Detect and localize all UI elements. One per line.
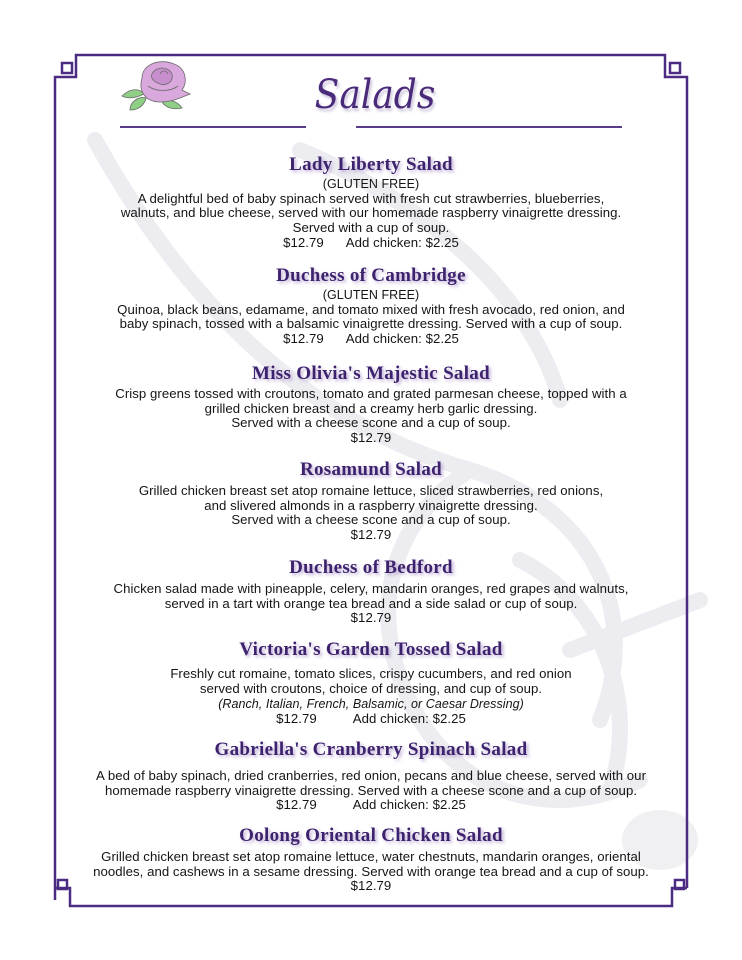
- item-description-line: and slivered almonds in a raspberry vinaigrette dressing.: [204, 497, 538, 513]
- item-price: $12.79: [283, 331, 324, 347]
- item-name: Oolong Oriental Chicken Salad: [239, 825, 503, 846]
- item-price: $12.79: [276, 711, 317, 727]
- item-name: Duchess of Cambridge: [276, 265, 466, 286]
- menu-item: [60, 154, 682, 251]
- item-name: Duchess of Bedford: [289, 557, 453, 578]
- item-description-line: homemade raspberry vinaigrette dressing. Served with a cheese scone and a cup of soup.: [104, 782, 638, 798]
- title-divider-left: [120, 126, 306, 128]
- menu-item: [60, 459, 682, 543]
- item-description-line: Crisp greens tossed with croutons, tomato and grated parmesan cheese, topped with a: [115, 386, 627, 401]
- item-description-line: Chicken salad made with pineapple, celery, mandarin oranges, red grapes and walnuts,: [113, 581, 629, 596]
- item-description-line: Served with a cheese scone and a cup of soup.: [231, 415, 511, 431]
- menu-item: [60, 739, 682, 813]
- menu-item: [60, 363, 682, 446]
- item-price-row: [60, 236, 682, 251]
- item-price-row: [60, 712, 682, 727]
- item-addon: Add chicken: $2.25: [345, 331, 459, 347]
- item-price: $12.79: [350, 610, 392, 626]
- item-description-line: grilled chicken breast and a creamy herb garlic dressing.: [204, 400, 538, 416]
- item-note: (GLUTEN FREE): [322, 177, 420, 191]
- title-divider-right: [356, 126, 622, 128]
- item-description-line: served with croutons, choice of dressing, and cup of soup.: [199, 680, 543, 696]
- item-name: Lady Liberty Salad: [289, 154, 453, 175]
- menu-item: [60, 639, 682, 727]
- item-description-line: walnuts, and blue cheese, served with our homemade raspberry vinaigrette dressing.: [120, 205, 622, 221]
- item-addon: Add chicken: $2.25: [352, 711, 466, 727]
- item-description-line: A delightful bed of baby spinach served with fresh cut strawberries, blueberries,: [137, 190, 605, 206]
- item-name: Gabriella's Cranberry Spinach Salad: [214, 739, 528, 760]
- item-price: $12.79: [283, 234, 324, 250]
- item-price: $12.79: [350, 430, 392, 446]
- menu-item: [60, 557, 682, 626]
- item-price: $12.79: [276, 797, 317, 813]
- item-description-line: Grilled chicken breast set atop romaine lettuce, sliced strawberries, red onions,: [138, 483, 604, 498]
- menu-item: [60, 825, 682, 894]
- item-addon: Add chicken: $2.25: [345, 234, 459, 250]
- item-name: Victoria's Garden Tossed Salad: [239, 639, 503, 660]
- item-description-line: Served with a cup of soup.: [292, 220, 450, 236]
- item-description-line: baby spinach, tossed with a balsamic vinaigrette dressing. Served with a cup of soup.: [119, 316, 623, 332]
- item-price-row: [60, 798, 682, 813]
- item-description-line: noodles, and cashews in a sesame dressing. Served with orange tea bread and a cup of soup.: [93, 863, 649, 879]
- item-description-line: Served with a cheese scone and a cup of soup.: [231, 512, 511, 528]
- item-note: (GLUTEN FREE): [322, 288, 420, 302]
- item-addon: Add chicken: $2.25: [352, 797, 466, 813]
- item-price-row: [60, 332, 682, 347]
- item-description-line: Quinoa, black beans, edamame, and tomato mixed with fresh avocado, red onion, and: [117, 301, 625, 317]
- menu-item: [60, 265, 682, 347]
- item-description-line: A bed of baby spinach, dried cranberries, red onion, pecans and blue cheese, served with our: [95, 768, 647, 783]
- item-description-line: Grilled chicken breast set atop romaine lettuce, water chestnuts, mandarin oranges, oriental: [101, 849, 641, 864]
- item-name: Miss Olivia's Majestic Salad: [252, 363, 490, 384]
- item-price: $12.79: [350, 878, 392, 894]
- item-description-line: Freshly cut romaine, tomato slices, crispy cucumbers, and red onion: [170, 666, 572, 681]
- rose-icon: [116, 58, 196, 116]
- item-price: $12.79: [350, 527, 392, 543]
- page-title: Salads: [314, 72, 436, 118]
- item-dressing-options: (Ranch, Italian, French, Balsamic, or Caesar Dressing): [218, 697, 524, 712]
- item-description-line: served in a tart with orange tea bread and a side salad or cup of soup.: [164, 595, 578, 611]
- item-name: Rosamund Salad: [299, 459, 442, 480]
